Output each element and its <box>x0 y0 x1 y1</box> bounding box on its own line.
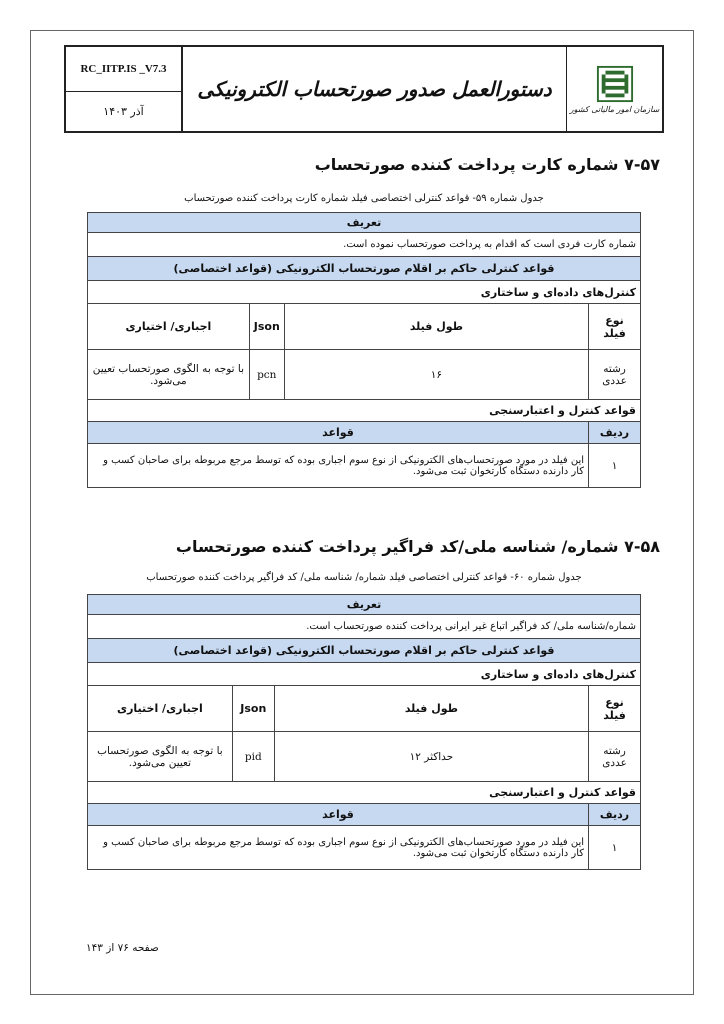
json-key-value: pid <box>232 732 274 782</box>
json-key-value: pcn <box>249 350 284 400</box>
col-mandatory: اجباری/ اختیاری <box>88 304 250 350</box>
section-title: ۷-۵۷ شماره کارت پرداخت کننده صورتحساب <box>314 155 660 174</box>
mandatory-value: با توجه به الگوی صورتحساب تعیین می‌شود. <box>88 732 233 782</box>
emblem-icon <box>596 65 634 103</box>
col-rules: قواعد <box>88 422 589 444</box>
spec-table <box>87 594 641 870</box>
document-code: RC_IITP.IS _V7.3 <box>66 47 181 92</box>
col-field-type: نوع فیلد <box>589 304 641 350</box>
document-date: آذر ۱۴۰۳ <box>103 105 144 118</box>
rule-text: این فیلد در مورد صورتحساب‌های الکترونیکی از نوع سوم اجباری بوده که توسط مرجع مربوطه برای صاحبان کسب و کار دارنده دستگاه کارتخوان ثبت می‌شود. <box>88 826 589 870</box>
header-meta <box>66 47 183 131</box>
col-rules: قواعد <box>88 804 589 826</box>
field-type-value: رشته عددی <box>589 350 641 400</box>
page-number: صفحه ۷۶ از ۱۴۳ <box>86 942 159 954</box>
rule-text: این فیلد در مورد صورتحساب‌های الکترونیکی از نوع سوم اجباری بوده که توسط مرجع مربوطه برای صاحبان کسب و کار دارنده دستگاه کارتخوان ثبت می‌شود. <box>88 444 589 488</box>
rules-header: قواعد کنترلی حاکم بر اقلام صورتحساب الکترونیکی (قواعد اختصاصی) <box>88 257 641 281</box>
document-header <box>64 45 664 133</box>
section-title: ۷-۵۸ شماره/ شناسه ملی/کد فراگیر پرداخت کننده صورتحساب <box>175 537 660 556</box>
col-mandatory: اجباری/ اختیاری <box>88 686 233 732</box>
definition-header: تعریف <box>88 213 641 233</box>
col-index: ردیف <box>589 804 641 826</box>
validation-label: قواعد کنترل و اعتبارسنجی <box>88 782 641 804</box>
col-field-type: نوع فیلد <box>589 686 641 732</box>
structure-label: کنترل‌های داده‌ای و ساختاری <box>88 281 641 304</box>
org-logo <box>566 47 662 131</box>
definition-text: شماره/شناسه ملی/ کد فراگیر اتباع غیر ایرانی پرداخت کننده صورتحساب است. <box>88 615 641 639</box>
document-title: دستورالعمل صدور صورتحساب الکترونیکی <box>197 77 552 101</box>
field-length-value: ۱۶ <box>284 350 588 400</box>
definition-text: شماره کارت فردی است که اقدام به پرداخت صورتحساب نموده است. <box>88 233 641 257</box>
field-length-value: حداکثر ۱۲ <box>274 732 588 782</box>
structure-label: کنترل‌های داده‌ای و ساختاری <box>88 663 641 686</box>
rules-header: قواعد کنترلی حاکم بر اقلام صورتحساب الکترونیکی (قواعد اختصاصی) <box>88 639 641 663</box>
mandatory-value: با توجه به الگوی صورتحساب تعیین می‌شود. <box>88 350 250 400</box>
col-json: Json <box>249 304 284 350</box>
col-field-length: طول فیلد <box>274 686 588 732</box>
col-json: Json <box>232 686 274 732</box>
table-caption: جدول شماره ۶۰- قواعد کنترلی اختصاصی فیلد شماره/ شناسه ملی/ کد فراگیر پرداخت کننده صورتحساب <box>146 572 582 583</box>
rule-index: ۱ <box>589 826 641 870</box>
table-caption: جدول شماره ۵۹- قواعد کنترلی اختصاصی فیلد شماره کارت پرداخت کننده صورتحساب <box>184 193 544 204</box>
col-index: ردیف <box>589 422 641 444</box>
field-type-value: رشته عددی <box>589 732 641 782</box>
validation-label: قواعد کنترل و اعتبارسنجی <box>88 400 641 422</box>
rule-index: ۱ <box>589 444 641 488</box>
definition-header: تعریف <box>88 595 641 615</box>
org-name: سازمان امور مالیاتی کشور <box>569 104 660 114</box>
spec-table <box>87 212 641 488</box>
col-field-length: طول فیلد <box>284 304 588 350</box>
